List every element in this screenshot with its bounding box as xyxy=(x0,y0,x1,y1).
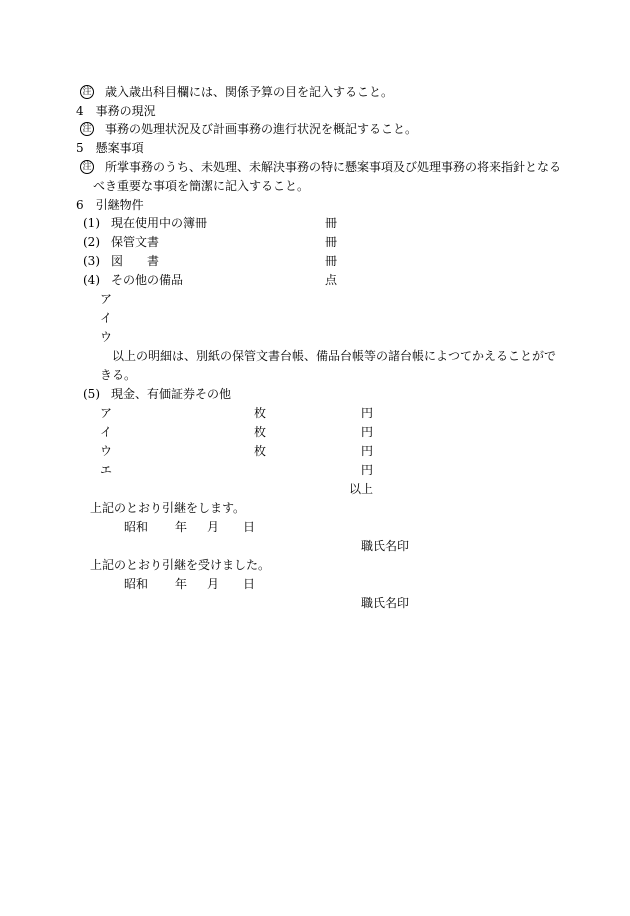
item-1-label: 現在使用中の簿冊 xyxy=(111,216,208,230)
note-mark: 注 xyxy=(80,85,94,99)
item-2-unit: 冊 xyxy=(325,235,338,249)
handover-given-year: 年 xyxy=(175,520,188,534)
note-mark: 注 xyxy=(80,122,94,136)
item-2-number: (2) xyxy=(83,235,100,249)
end-mark: 以上 xyxy=(349,482,374,496)
handover-given-seal: 職氏名印 xyxy=(361,539,410,553)
details-line2: きる。 xyxy=(100,368,137,382)
item-4-number: (4) xyxy=(83,273,100,287)
handover-received-text: 上記のとおり引継を受けました。 xyxy=(90,558,271,572)
handover-given-day: 日 xyxy=(243,520,256,534)
item-3-unit: 冊 xyxy=(325,254,338,268)
item-4-label: その他の備品 xyxy=(111,273,184,287)
section-4-heading: 4 事務の現況 xyxy=(76,104,156,118)
cash-row-u-yen: 円 xyxy=(361,444,374,458)
item-1-number: (1) xyxy=(83,216,100,230)
item-3-label: 図 書 xyxy=(111,254,160,268)
item-1-unit: 冊 xyxy=(325,216,338,230)
details-line1: 以上の明細は、別紙の保管文書台帳、備品台帳等の諸台帳によつてかえることがで xyxy=(112,349,557,363)
cash-row-i-kana: イ xyxy=(100,425,113,439)
section-5-heading: 5 懸案事項 xyxy=(76,141,144,155)
note-budget: 歳入歳出科目欄には、関係予算の目を記入すること。 xyxy=(105,85,394,99)
item-4-unit: 点 xyxy=(325,273,338,287)
handover-received-month: 月 xyxy=(207,577,220,591)
item-5-number: (5) xyxy=(83,387,100,401)
cash-row-i-yen: 円 xyxy=(361,425,374,439)
sub-item-i: イ xyxy=(100,311,113,325)
cash-row-e-yen: 円 xyxy=(361,463,374,477)
note-pending-line1: 所掌事務のうち、未処理、未解決事務の特に懸案事項及び処理事務の将来指針となる xyxy=(105,160,562,174)
sub-item-u: ウ xyxy=(100,330,113,344)
handover-received-seal: 職氏名印 xyxy=(361,596,410,610)
handover-given-text: 上記のとおり引継をします。 xyxy=(90,501,246,515)
item-5-label: 現金、有価証券その他 xyxy=(111,387,232,401)
note-status: 事務の処理状況及び計画事務の進行状況を概記すること。 xyxy=(105,122,418,136)
section-6-heading: 6 引継物件 xyxy=(76,198,144,212)
handover-given-era: 昭和 xyxy=(124,520,149,534)
item-3-number: (3) xyxy=(83,254,100,268)
item-2-label: 保管文書 xyxy=(111,235,160,249)
handover-received-day: 日 xyxy=(243,577,256,591)
cash-row-e-kana: エ xyxy=(100,463,113,477)
note-mark: 注 xyxy=(80,160,94,174)
note-pending-line2: べき重要な事項を簡潔に記入すること。 xyxy=(93,179,310,193)
cash-row-i-count-unit: 枚 xyxy=(254,425,267,439)
cash-row-u-count-unit: 枚 xyxy=(254,444,267,458)
cash-row-a-yen: 円 xyxy=(361,406,374,420)
sub-item-a: ア xyxy=(100,292,113,306)
handover-given-month: 月 xyxy=(207,520,220,534)
handover-received-year: 年 xyxy=(175,577,188,591)
cash-row-u-kana: ウ xyxy=(100,444,113,458)
handover-received-era: 昭和 xyxy=(124,577,149,591)
cash-row-a-kana: ア xyxy=(100,406,113,420)
cash-row-a-count-unit: 枚 xyxy=(254,406,267,420)
